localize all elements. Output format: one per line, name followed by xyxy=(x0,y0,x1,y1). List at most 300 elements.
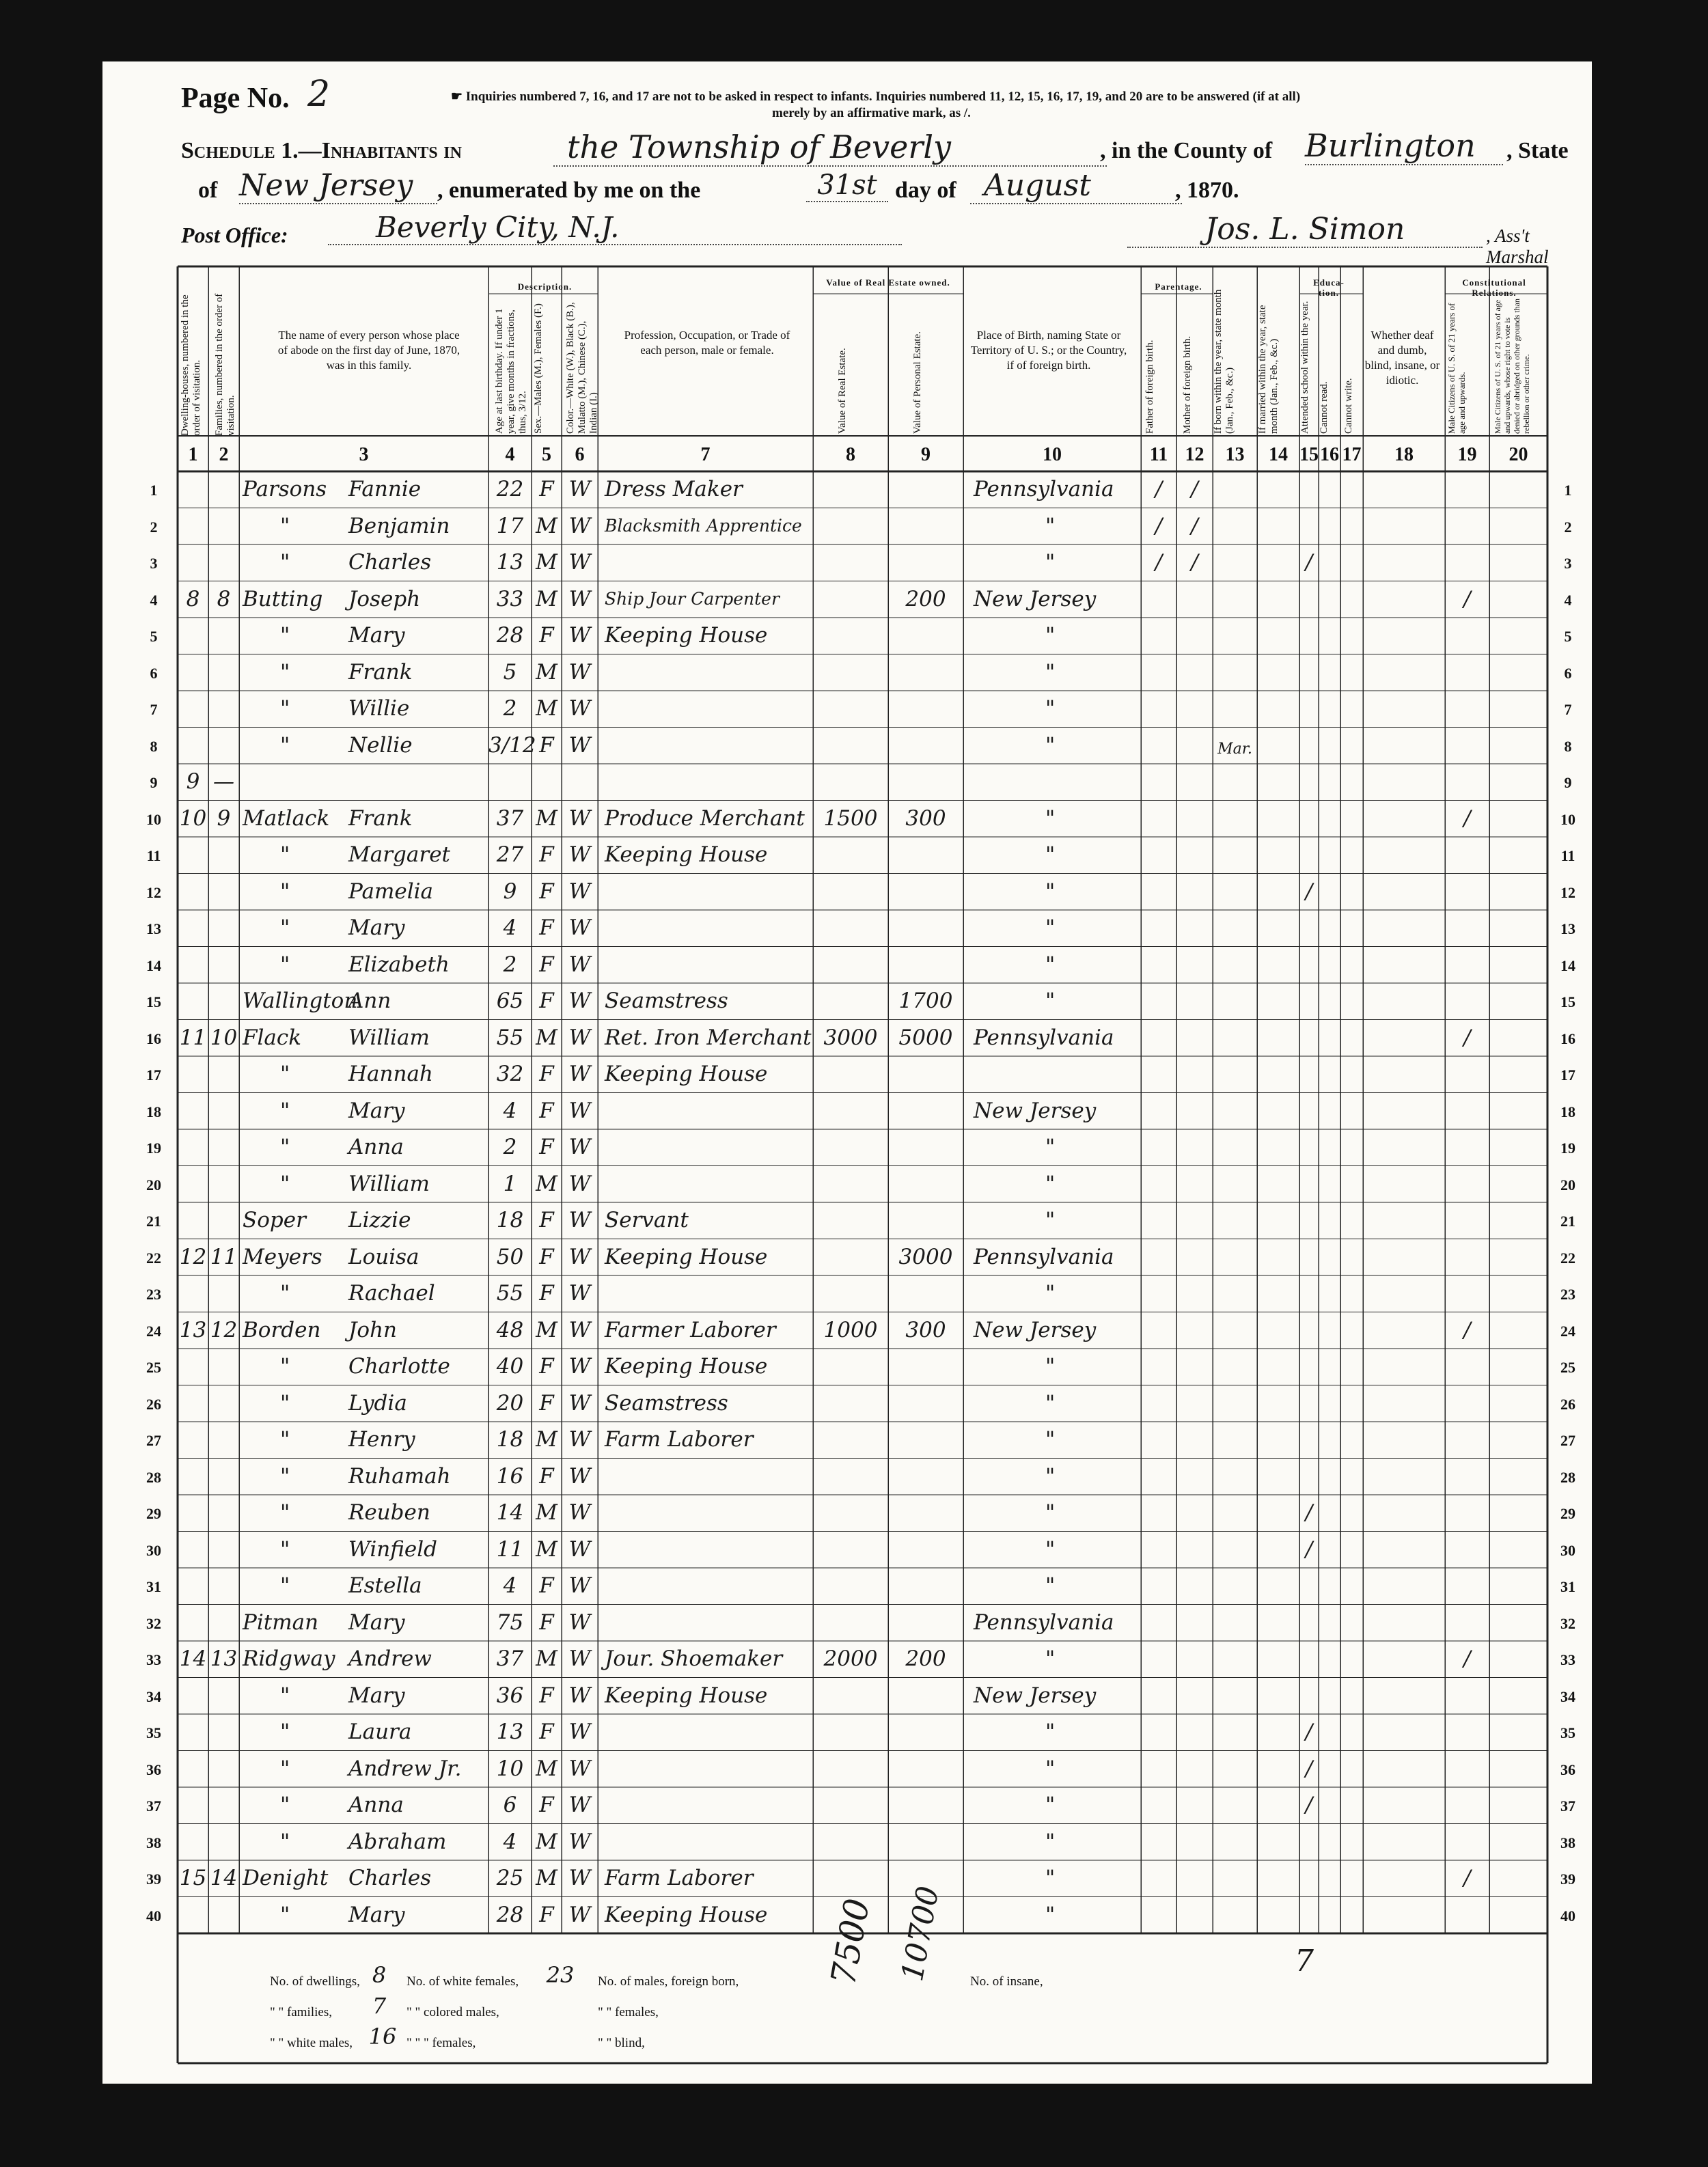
age: 55 xyxy=(496,1025,524,1050)
county-value: Burlington xyxy=(1305,127,1503,165)
surname: " xyxy=(280,952,290,977)
school-mark: / xyxy=(1305,1500,1313,1525)
citizen-mark: / xyxy=(1463,586,1471,611)
age: 33 xyxy=(496,586,524,611)
post-office-value: Beverly City, N.J. xyxy=(328,210,902,245)
age: 37 xyxy=(496,1646,524,1671)
family-number: 10 xyxy=(210,1025,238,1050)
line-number-right: 21 xyxy=(1560,1213,1575,1230)
header-col-11: Father of foreign birth. xyxy=(1144,340,1155,434)
column-number: 17 xyxy=(1342,444,1362,465)
header-col-8: Value of Real Estate. xyxy=(837,348,848,434)
color: W xyxy=(568,989,591,1013)
color: W xyxy=(568,1062,591,1086)
place-of-birth: " xyxy=(1045,1354,1056,1379)
line-number-right: 16 xyxy=(1560,1030,1575,1047)
given-name: Margaret xyxy=(348,842,450,867)
sex: M xyxy=(536,513,557,538)
line-number-right: 13 xyxy=(1560,920,1575,937)
occupation: Keeping House xyxy=(605,1902,768,1927)
sex: F xyxy=(539,1793,554,1817)
white-males-count: 16 xyxy=(368,2024,397,2049)
place-of-birth: " xyxy=(1045,1720,1056,1744)
sex: M xyxy=(536,805,557,831)
line-number-right: 20 xyxy=(1560,1176,1575,1193)
surname: " xyxy=(280,1390,290,1416)
color: W xyxy=(568,1171,591,1196)
color: W xyxy=(568,1756,591,1781)
place-of-birth: " xyxy=(1045,1793,1056,1817)
color: W xyxy=(568,805,591,831)
line-number-right: 33 xyxy=(1560,1651,1575,1668)
place-of-birth: " xyxy=(1045,952,1056,977)
dwelling-number: 15 xyxy=(179,1866,207,1890)
line-number-left: 38 xyxy=(146,1834,161,1851)
surname: Pitman xyxy=(243,1610,319,1635)
place-of-birth: " xyxy=(1045,1829,1056,1854)
surname: " xyxy=(280,1573,290,1598)
surname: " xyxy=(280,732,290,758)
column-number: 20 xyxy=(1509,444,1528,465)
color: W xyxy=(568,1683,591,1708)
color: W xyxy=(568,586,591,611)
line-number-left: 39 xyxy=(146,1871,161,1888)
place-of-birth: Pennsylvania xyxy=(974,1244,1114,1269)
age: 65 xyxy=(496,989,524,1013)
line-number-right: 31 xyxy=(1560,1578,1575,1595)
sex: M xyxy=(536,1427,557,1452)
line-number-left: 12 xyxy=(146,883,161,901)
surname: " xyxy=(280,915,290,940)
column-number: 15 xyxy=(1299,444,1319,465)
sex: F xyxy=(539,1573,554,1598)
line-number-right: 1 xyxy=(1564,482,1572,499)
sex: M xyxy=(536,1536,557,1562)
given-name: Mary xyxy=(348,1098,405,1123)
age: 13 xyxy=(496,1720,524,1744)
age: 2 xyxy=(503,1135,517,1159)
sex: F xyxy=(539,1390,554,1416)
place-of-birth: " xyxy=(1045,1171,1056,1196)
age: 25 xyxy=(496,1866,524,1890)
occupation: Farm Laborer xyxy=(605,1866,754,1890)
family-number: 11 xyxy=(210,1244,238,1269)
line-number-left: 36 xyxy=(146,1761,161,1778)
real-estate-total: 7500 xyxy=(823,1895,878,1989)
sex: F xyxy=(539,477,554,501)
line-number-left: 40 xyxy=(146,1907,161,1924)
color: W xyxy=(568,879,591,904)
surname: Borden xyxy=(243,1317,321,1342)
family-number: 14 xyxy=(210,1866,238,1890)
father-foreign-mark: / xyxy=(1155,550,1163,575)
given-name: Frank xyxy=(348,659,413,685)
personal-estate-value: 300 xyxy=(905,805,946,831)
surname: " xyxy=(280,1793,290,1817)
place-of-birth: " xyxy=(1045,1463,1056,1489)
schedule-label: Schedule 1.—Inhabitants in xyxy=(181,138,462,163)
line-number-left: 6 xyxy=(150,664,158,682)
place-of-birth: New Jersey xyxy=(974,1317,1097,1342)
age: 20 xyxy=(496,1390,524,1416)
age: 4 xyxy=(503,1098,517,1123)
age: 37 xyxy=(496,805,524,831)
line-number-left: 9 xyxy=(150,774,158,791)
state-value: New Jersey xyxy=(239,168,437,204)
sex: M xyxy=(536,1317,557,1342)
age: 4 xyxy=(503,1573,517,1598)
occupation: Produce Merchant xyxy=(605,805,805,831)
line-number-right: 22 xyxy=(1560,1249,1575,1267)
dwelling-number: 10 xyxy=(179,805,207,831)
line-number-left: 32 xyxy=(146,1614,161,1632)
sex: F xyxy=(539,1902,554,1927)
surname: " xyxy=(280,1062,290,1086)
birth-month: Mar. xyxy=(1217,740,1252,758)
sex: M xyxy=(536,1500,557,1525)
age: 16 xyxy=(496,1463,524,1489)
personal-estate-value: 1700 xyxy=(898,989,953,1013)
column-number: 5 xyxy=(542,444,551,465)
column-number: 18 xyxy=(1394,444,1414,465)
day-of-label: day of xyxy=(895,178,956,203)
parentage-group-header: Parentage. xyxy=(1155,281,1202,292)
school-mark: / xyxy=(1305,1720,1313,1744)
families-label: " " families, xyxy=(270,2005,332,2019)
sex: F xyxy=(539,1281,554,1306)
line-number-left: 29 xyxy=(146,1505,161,1522)
header-col-12: Mother of foreign birth. xyxy=(1182,335,1193,434)
surname: " xyxy=(280,1427,290,1452)
surname: Soper xyxy=(243,1208,306,1232)
line-number-left: 13 xyxy=(146,920,161,937)
line-number-right: 28 xyxy=(1560,1468,1575,1486)
header-col-3: The name of every person whose place of abode on the first day of June, 1870, was in this family. xyxy=(277,329,460,372)
occupation: Jour. Shoemaker xyxy=(605,1646,783,1671)
column-number: 1 xyxy=(188,444,198,465)
color: W xyxy=(568,1610,591,1635)
column-number: 7 xyxy=(700,444,711,465)
age: 6 xyxy=(503,1793,517,1817)
occupation: Ship Jour Carpenter xyxy=(605,588,780,609)
real-estate-group-header: Value of Real Estate owned. xyxy=(826,277,950,288)
given-name: Charles xyxy=(348,550,432,575)
header-col-20: Male Citizens of U. S. of 21 years of age and upwards, whose right to vote is denied or abridged on other grounds than rebellion or other crime. xyxy=(1493,299,1531,434)
personal-estate-value: 200 xyxy=(905,586,946,611)
given-name: Laura xyxy=(348,1720,412,1744)
of-label: of xyxy=(198,178,218,203)
mother-foreign-mark: / xyxy=(1191,513,1198,538)
given-name: Joseph xyxy=(348,586,421,611)
surname: " xyxy=(280,879,290,904)
foreign-females-label: " " females, xyxy=(598,2005,659,2019)
surname: " xyxy=(280,1135,290,1159)
family-number: 12 xyxy=(210,1317,238,1342)
color: W xyxy=(568,513,591,538)
enum-year: , 1870. xyxy=(1175,178,1239,203)
column-number: 13 xyxy=(1225,444,1245,465)
given-name: Lizzie xyxy=(348,1208,411,1232)
line-number-right: 23 xyxy=(1560,1286,1575,1303)
color: W xyxy=(568,1427,591,1452)
color: W xyxy=(568,1244,591,1269)
given-name: Anna xyxy=(348,1135,404,1159)
given-name: Frank xyxy=(348,805,413,831)
given-name: John xyxy=(348,1317,398,1342)
line-number-right: 36 xyxy=(1560,1761,1575,1778)
age: 17 xyxy=(496,513,524,538)
surname: Denight xyxy=(243,1866,329,1890)
age: 55 xyxy=(496,1281,524,1306)
age: 50 xyxy=(496,1244,524,1269)
sex: F xyxy=(539,1354,554,1379)
surname: Parsons xyxy=(243,477,327,501)
personal-estate-value: 300 xyxy=(905,1317,946,1342)
line-number-left: 28 xyxy=(146,1468,161,1486)
color: W xyxy=(568,1317,591,1342)
line-number-left: 10 xyxy=(146,810,161,828)
surname: " xyxy=(280,550,290,575)
header-col-6: Color.—White (W.), Black (B.), Mulatto (M.), Chinese (C.), Indian (I.) xyxy=(565,302,599,434)
place-of-birth: Pennsylvania xyxy=(974,1610,1114,1635)
citizen-mark: / xyxy=(1463,1866,1471,1890)
line-number-right: 14 xyxy=(1560,956,1575,974)
occupation: Farm Laborer xyxy=(605,1427,754,1452)
line-number-right: 35 xyxy=(1560,1724,1575,1741)
line-number-right: 15 xyxy=(1560,993,1575,1010)
place-of-birth: " xyxy=(1045,989,1056,1013)
given-name: Andrew xyxy=(348,1646,432,1671)
header-col-14: If married within the year, state month (Jan., Feb., &c.) xyxy=(1257,305,1280,434)
age: 9 xyxy=(503,879,517,904)
line-number-right: 38 xyxy=(1560,1834,1575,1851)
color: W xyxy=(568,477,591,501)
school-mark: / xyxy=(1305,1793,1313,1817)
header-col-7: Profession, Occupation, or Trade of each person, male or female. xyxy=(624,329,790,357)
surname: " xyxy=(280,1683,290,1708)
colored-females-label: " " " females, xyxy=(407,2036,476,2050)
line-number-right: 12 xyxy=(1560,883,1575,901)
occupation: Keeping House xyxy=(605,1683,768,1708)
age: 75 xyxy=(496,1610,524,1635)
line-number-left: 26 xyxy=(146,1395,161,1413)
sex: F xyxy=(539,1683,554,1708)
dwelling-number: 13 xyxy=(179,1317,207,1342)
sex: M xyxy=(536,1171,557,1196)
sex: F xyxy=(539,1610,554,1635)
age: 14 xyxy=(496,1500,524,1525)
enum-month: August xyxy=(970,168,1182,204)
given-name: Charles xyxy=(348,1866,432,1890)
surname: " xyxy=(280,1098,290,1123)
header-col-18: Whether deaf and dumb, blind, insane, or idiotic. xyxy=(1364,329,1440,387)
surname: " xyxy=(280,1463,290,1489)
color: W xyxy=(568,1390,591,1416)
page-number: 2 xyxy=(307,74,331,115)
place-of-birth: " xyxy=(1045,1208,1056,1232)
sex: F xyxy=(539,1720,554,1744)
given-name: Rachael xyxy=(348,1281,435,1306)
county-label: , in the County of xyxy=(1100,138,1273,163)
place-of-birth: " xyxy=(1045,1536,1056,1562)
place-of-birth: New Jersey xyxy=(974,586,1097,611)
given-name: Mary xyxy=(348,623,405,648)
line-number-right: 25 xyxy=(1560,1359,1575,1376)
age: 4 xyxy=(503,915,517,940)
line-number-left: 14 xyxy=(146,956,161,974)
personal-estate-total: 10700 xyxy=(895,1883,946,1984)
real-estate-value: 1000 xyxy=(823,1317,878,1342)
sex: M xyxy=(536,659,557,685)
color: W xyxy=(568,915,591,940)
line-number-left: 17 xyxy=(146,1066,161,1084)
line-number-left: 22 xyxy=(146,1249,161,1267)
surname: " xyxy=(280,1500,290,1525)
description-group-header: Description. xyxy=(517,281,573,292)
sex: F xyxy=(539,952,554,977)
age: 11 xyxy=(496,1536,524,1562)
dwelling-number: 8 xyxy=(186,586,200,611)
line-number-right: 32 xyxy=(1560,1614,1575,1632)
line-number-right: 34 xyxy=(1560,1687,1575,1705)
age: 3/12 xyxy=(488,732,536,758)
occupation: Seamstress xyxy=(605,989,728,1013)
age: 28 xyxy=(496,623,524,648)
mother-foreign-mark: / xyxy=(1191,550,1198,575)
family-number: 13 xyxy=(210,1646,238,1671)
surname: Ridgway xyxy=(243,1646,335,1671)
given-name: Ruhamah xyxy=(348,1463,451,1489)
header-col-13: If born within the year, state month (Jan., Feb., &c.) xyxy=(1213,289,1235,434)
given-name: Anna xyxy=(348,1793,404,1817)
occupation: Keeping House xyxy=(605,1062,768,1086)
line-number-right: 37 xyxy=(1560,1797,1575,1814)
age: 5 xyxy=(503,659,517,685)
surname: Flack xyxy=(243,1025,302,1050)
occupation: Keeping House xyxy=(605,623,768,648)
dwelling-number: 9 xyxy=(186,769,200,794)
place-of-birth: " xyxy=(1045,1646,1056,1671)
color: W xyxy=(568,732,591,758)
line-number-right: 9 xyxy=(1564,774,1572,791)
sex: M xyxy=(536,1756,557,1781)
sex: F xyxy=(539,623,554,648)
header-col-15: Attended school within the year. xyxy=(1299,301,1310,434)
surname: " xyxy=(280,513,290,538)
sex: F xyxy=(539,1244,554,1269)
line-number-left: 37 xyxy=(146,1797,161,1814)
line-number-right: 2 xyxy=(1564,518,1572,536)
header-col-1: Dwelling-houses, numbered in the order of visitation. xyxy=(180,294,202,436)
color: W xyxy=(568,1720,591,1744)
age: 18 xyxy=(496,1427,524,1452)
schedule-place: the Township of Beverly xyxy=(553,128,1107,167)
sex: F xyxy=(539,1135,554,1159)
school-mark: / xyxy=(1305,1756,1313,1781)
given-name: Fannie xyxy=(348,477,422,501)
line-number-left: 23 xyxy=(146,1286,161,1303)
dwelling-number: 12 xyxy=(179,1244,207,1269)
line-number-left: 4 xyxy=(150,591,158,609)
age: 2 xyxy=(503,696,517,721)
line-number-right: 5 xyxy=(1564,628,1572,645)
column-number: 16 xyxy=(1320,444,1339,465)
place-of-birth: " xyxy=(1045,842,1056,867)
line-number-right: 11 xyxy=(1560,847,1575,864)
color: W xyxy=(568,1646,591,1671)
color: W xyxy=(568,1281,591,1306)
given-name: Nellie xyxy=(348,732,413,758)
column-number: 6 xyxy=(575,444,585,465)
place-of-birth: " xyxy=(1045,1866,1056,1890)
color: W xyxy=(568,1866,591,1890)
school-mark: / xyxy=(1305,550,1313,575)
line-number-right: 27 xyxy=(1560,1432,1575,1449)
surname: Wallington xyxy=(243,989,358,1013)
sex: F xyxy=(539,879,554,904)
given-name: Mary xyxy=(348,915,405,940)
column-number: 3 xyxy=(359,444,369,465)
line-number-right: 19 xyxy=(1560,1140,1575,1157)
line-number-left: 1 xyxy=(150,482,158,499)
given-name: Benjamin xyxy=(348,513,450,538)
header-col-5: Sex.—Males (M.), Females (F.) xyxy=(533,303,544,434)
line-number-left: 19 xyxy=(146,1140,161,1157)
place-of-birth: Pennsylvania xyxy=(974,1025,1114,1050)
sex: F xyxy=(539,1062,554,1086)
occupation: Seamstress xyxy=(605,1390,728,1416)
age: 48 xyxy=(496,1317,524,1342)
occupation: Servant xyxy=(605,1208,689,1232)
place-of-birth: New Jersey xyxy=(974,1098,1097,1123)
color: W xyxy=(568,550,591,575)
age: 10 xyxy=(496,1756,524,1781)
white-females-label: No. of white females, xyxy=(407,1974,519,1989)
sex: F xyxy=(539,1208,554,1232)
surname: " xyxy=(280,1536,290,1562)
place-of-birth: " xyxy=(1045,879,1056,904)
given-name: Estella xyxy=(348,1573,422,1598)
surname: " xyxy=(280,842,290,867)
father-foreign-mark: / xyxy=(1155,477,1163,501)
line-number-right: 10 xyxy=(1560,810,1575,828)
instructions-line-1: ☛ Inquiries numbered 7, 16, and 17 are not to be asked in respect to infants. Inquiries numbered 11, 12, 15, 16, 17, 19, and 20 are to be answered (if at all) xyxy=(451,89,1301,104)
line-number-left: 16 xyxy=(146,1030,161,1047)
given-name: Andrew Jr. xyxy=(348,1756,462,1781)
dwelling-number: 14 xyxy=(179,1646,207,1671)
line-number-left: 35 xyxy=(146,1724,161,1741)
line-number-left: 15 xyxy=(146,993,161,1010)
given-name: Ann xyxy=(348,989,391,1013)
line-number-left: 25 xyxy=(146,1359,161,1376)
given-name: Mary xyxy=(348,1610,405,1635)
header-col-17: Cannot write. xyxy=(1343,378,1354,434)
enumerated-label: , enumerated by me on the xyxy=(437,178,701,203)
given-name: Pamelia xyxy=(348,879,433,904)
occupation: Keeping House xyxy=(605,1244,768,1269)
line-number-left: 8 xyxy=(150,737,158,755)
column-number: 11 xyxy=(1149,444,1168,465)
line-number-left: 18 xyxy=(146,1103,161,1120)
citizen-mark: / xyxy=(1463,805,1471,831)
line-number-right: 39 xyxy=(1560,1871,1575,1888)
column-number: 10 xyxy=(1043,444,1062,465)
line-number-left: 24 xyxy=(146,1322,161,1340)
age: 32 xyxy=(496,1062,524,1086)
father-foreign-mark: / xyxy=(1155,513,1163,538)
color: W xyxy=(568,1573,591,1598)
given-name: Mary xyxy=(348,1683,405,1708)
